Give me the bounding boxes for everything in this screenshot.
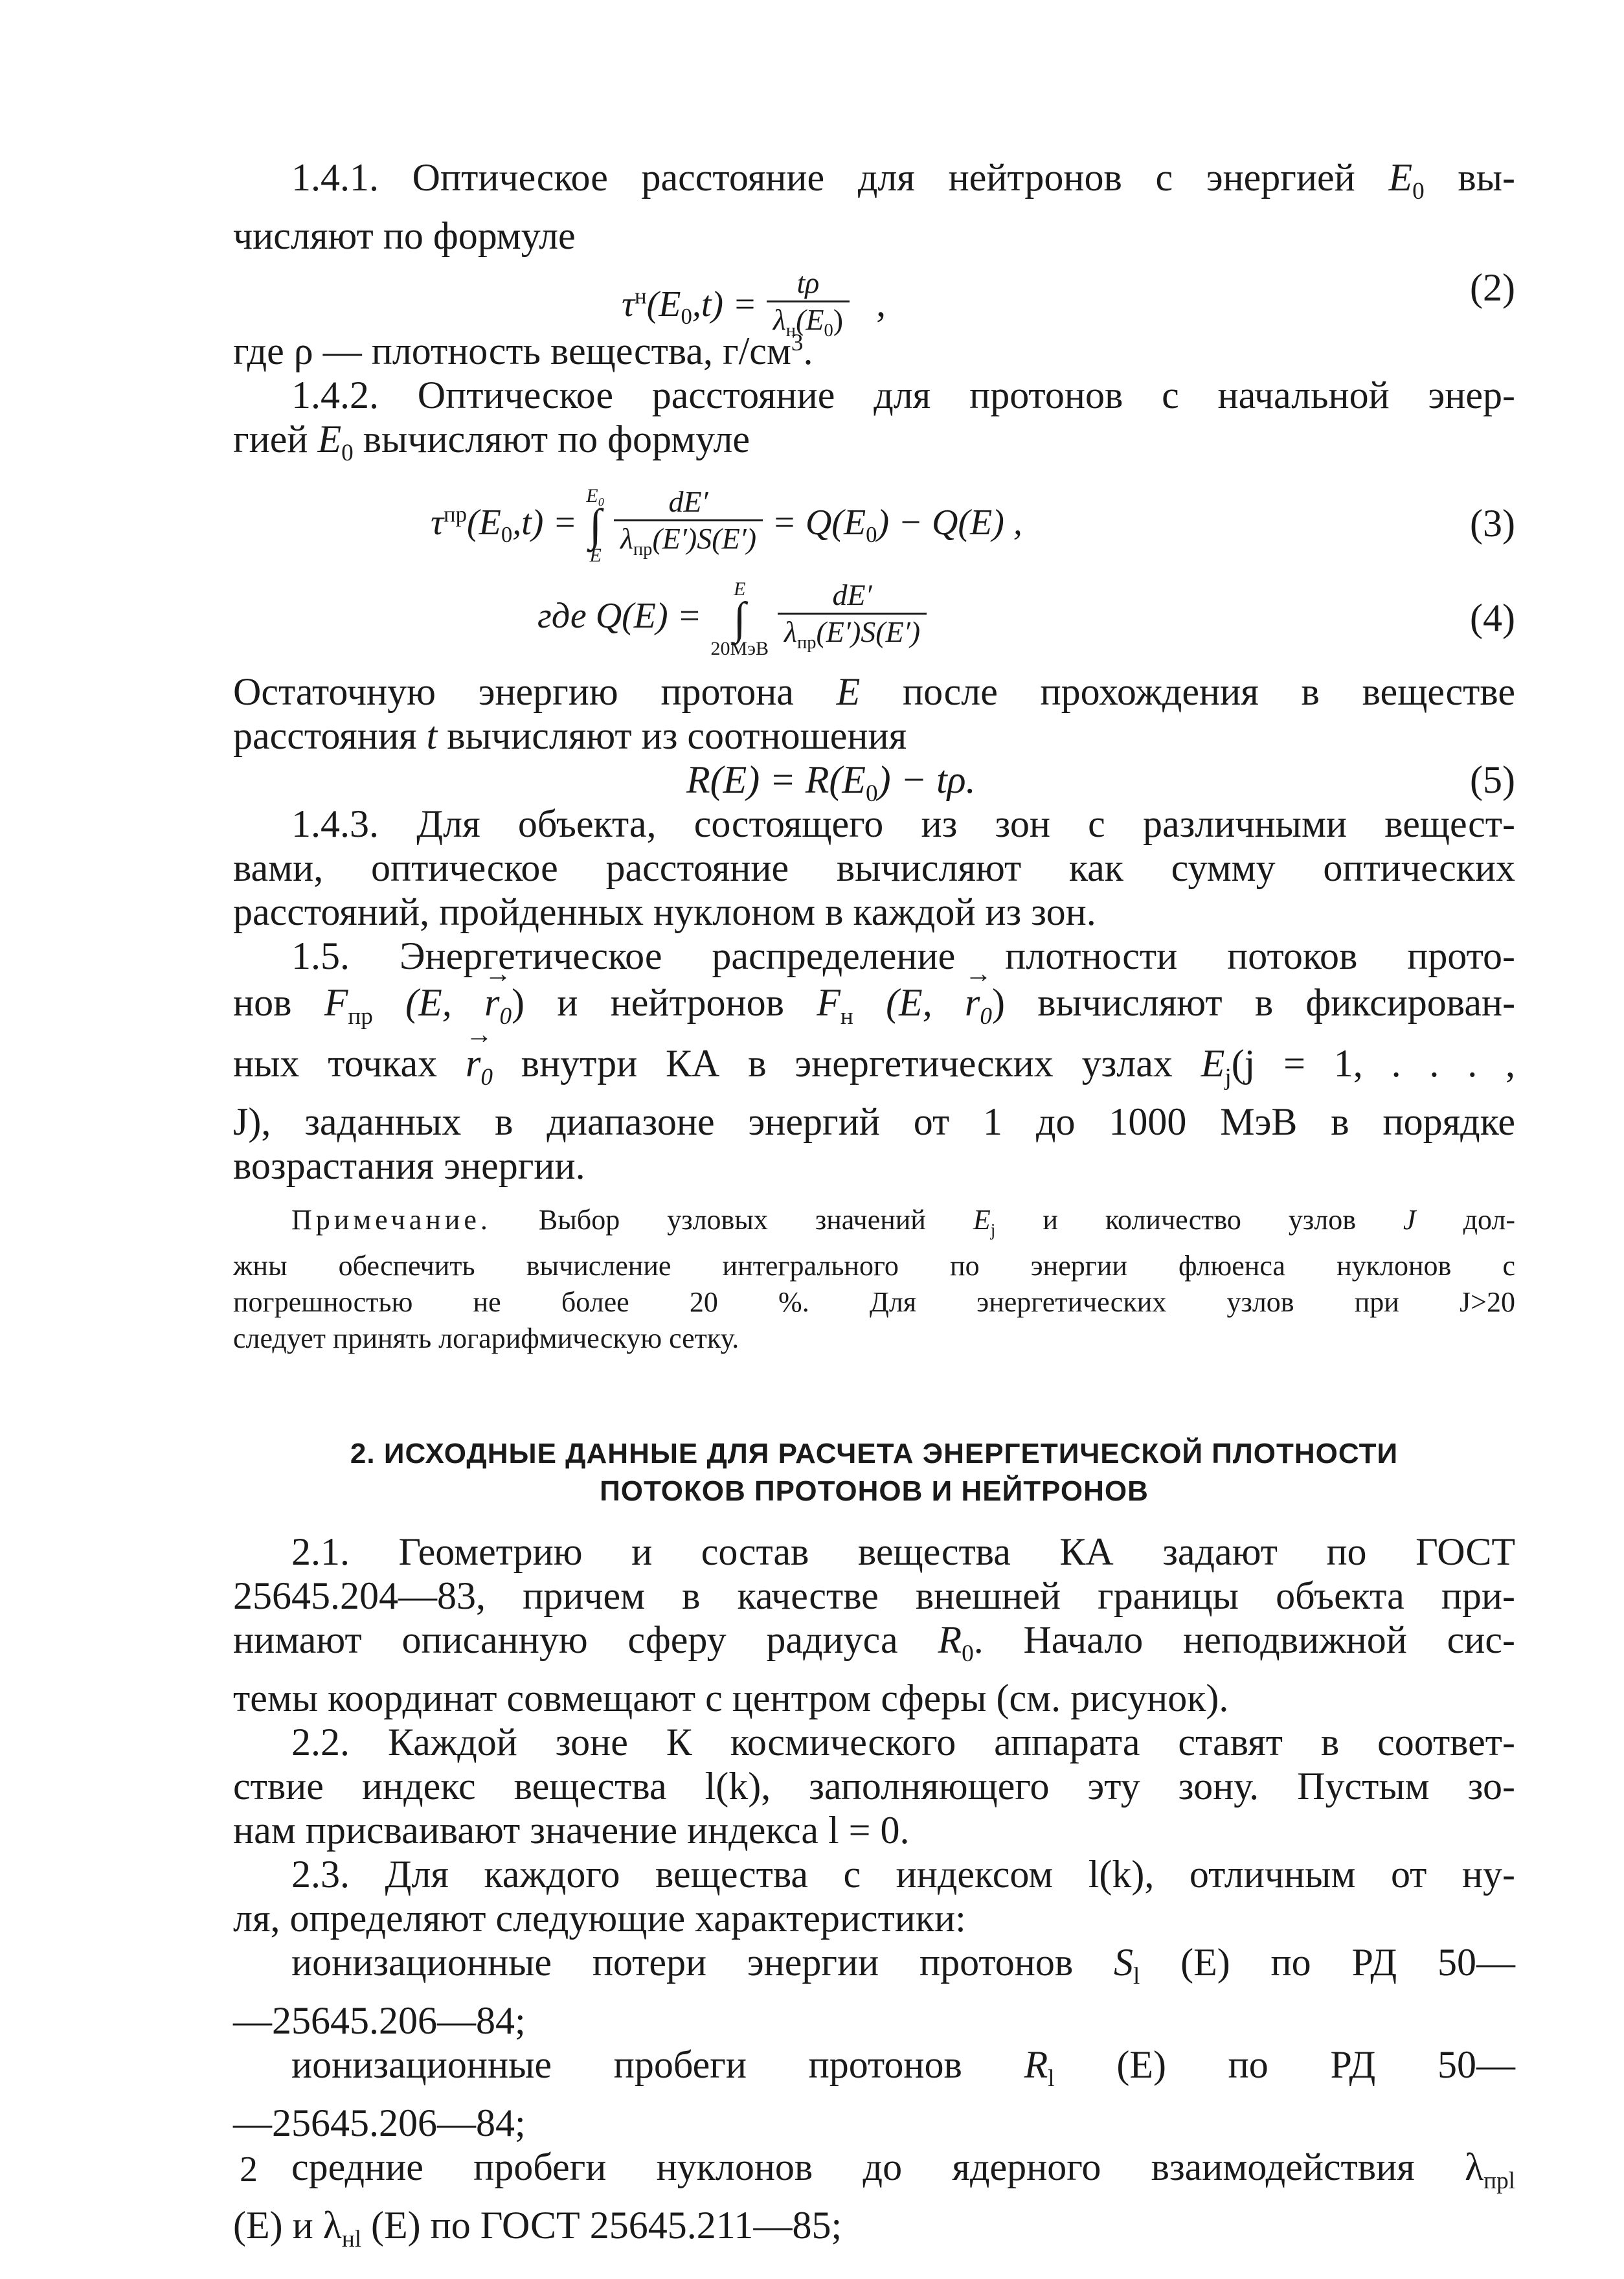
- paragraph-2-2-line-3: нам присваивают значение индекса l = 0.: [233, 1809, 910, 1852]
- equation-4-number: (4): [1470, 596, 1515, 639]
- equation-3: [233, 475, 1515, 573]
- paragraph-2-3-line-4: —25645.206—84;: [233, 1999, 526, 2042]
- equation-2-body: $\tau^н(E_0,t)$ = $\frac{t\rho}{\lambda_н(E_0)}$ ,: [622, 266, 886, 348]
- vector-r0: → $r_0$: [484, 981, 512, 1039]
- paragraph-2-3-line-8: (E) и $\lambda_{нl}$ (E) по ГОСТ 25645.211—85;: [233, 2204, 842, 2252]
- residual-energy-line-1: Остаточную энергию протона E после прохождения в веществе: [233, 670, 1515, 713]
- paragraph-1-5-line-4: J), заданных в диапазоне энергий от 1 до 1000 МэВ в порядке: [233, 1100, 1515, 1143]
- equation-2: [233, 258, 1515, 341]
- note-line-4: следует принять логарифмическую сетку.: [233, 1322, 739, 1354]
- equation-4-fraction: $\frac{dE'}{\lambda_{пр}(E')S(E')}$: [778, 578, 927, 661]
- paragraph-2-1-line-3: нимают описанную сферу радиуса $R_0$. Начало неподвижной сис-: [233, 1618, 1516, 1667]
- equation-5-number: (5): [1470, 758, 1515, 801]
- note-block: [233, 1202, 1515, 1357]
- paragraph-1-4-2-line-2: гией $E_0$ вычисляют по формуле: [233, 418, 750, 466]
- vector-r0: → $r_0$: [965, 981, 992, 1039]
- paragraph-2-3-line-5: ионизационные пробеги протонов $R_l$ (E) по РД 50—: [291, 2043, 1516, 2092]
- equation-4-integral: E ∫ 20МэВ: [710, 578, 769, 660]
- paragraph-1-5-line-5: возрастания энергии.: [233, 1144, 585, 1187]
- paragraph-1-4-3-line-3: расстояний, пройденных нуклоном в каждой из зон.: [233, 890, 1096, 933]
- paragraph-2-1-line-1: 2.1. Геометрию и состав вещества КА задают по ГОСТ: [291, 1530, 1515, 1573]
- equation-2-fraction: $\frac{t\rho}{\lambda_н(E_0)}$: [767, 266, 850, 348]
- note-line-1: Примечание. Выбор узловых значений $E_j$ и количество узлов J дол-: [291, 1204, 1515, 1240]
- paragraph-2-3-line-7: средние пробеги нуклонов до ядерного взаимодействия $\lambda_{прl}$: [291, 2146, 1515, 2194]
- vector-r0: → $r_0$: [466, 1041, 493, 1100]
- paragraph-1-4-2-line-1: 1.4.2. Оптическое расстояние для протонов с начальной энер-: [291, 374, 1515, 416]
- paragraph-1-5-line-1: 1.5. Энергетическое распределение плотности потоков прото-: [291, 935, 1515, 977]
- paragraph-1-5-line-3: ных точках → $r_0$ внутри КА в энергетических узлах $E_j(j = 1$, . . . ,: [233, 1041, 1515, 1100]
- paragraph-2-3-line-2: ля, определяют следующие характеристики:: [233, 1897, 966, 1940]
- note-line-3: погрешностью не более 20 %. Для энергетических узлов при J>20: [233, 1286, 1515, 1318]
- paragraph-1-4-3-line-2: вами, оптическое расстояние вычисляют как сумму оптических: [233, 846, 1515, 889]
- equation-3-body: $\tau^{пр}(E_0,t) = E_0$ ∫ E $\frac{dE'}{\lambda_{пр}(E')S(E')}$ = $Q(E_0) - Q(E)$ ,: [431, 484, 1022, 567]
- paragraph-2-3-line-1: 2.3. Для каждого вещества с индексом l(k), отличным от ну-: [291, 1853, 1515, 1896]
- equation-4: [233, 573, 1515, 670]
- equation-5-body: $R(E) = R(E_0) - t\rho$.: [686, 758, 976, 807]
- note-line-2: жны обеспечить вычисление интегрального по энергии флюенса нуклонов с: [233, 1249, 1515, 1282]
- section-2-block: [233, 1435, 1515, 2262]
- equation-4-body: где Q(E) = E ∫ 20МэВ $\frac{dE'}{\lambda_{пр}(E')S(E')}$: [537, 578, 927, 661]
- paragraph-1-4-1-line-2: числяют по формуле: [233, 214, 576, 257]
- section-2-heading: 2. ИСХОДНЫЕ ДАННЫЕ ДЛЯ РАСЧЕТА ЭНЕРГЕТИЧЕСКОЙ ПЛОТНОСТИ ПОТОКОВ ПРОТОНОВ И НЕЙТРОНОВ: [350, 1438, 1399, 1507]
- paragraph-1-4-1-line-1: 1.4.1. Оптическое расстояние для нейтронов с энергией $E_0$ вы-: [291, 156, 1516, 205]
- equation-2-number: (2): [1470, 266, 1515, 309]
- paragraph-2-2-line-1: 2.2. Каждой зоне К космического аппарата ставят в соответ-: [291, 1721, 1515, 1763]
- paragraph-2-1-line-4: темы координат совмещают с центром сферы (см. рисунок).: [233, 1677, 1229, 1719]
- paragraph-1-4-3-line-1: 1.4.3. Для объекта, состоящего из зон с различными вещест-: [291, 802, 1515, 845]
- density-definition: где ρ — плотность вещества, $г/см^3$.: [233, 330, 813, 372]
- paragraph-2-2-line-2: ствие индекс вещества l(k), заполняющего эту зону. Пустым зо-: [233, 1765, 1515, 1808]
- residual-energy-line-2: расстояния t вычисляют из соотношения: [233, 714, 907, 757]
- equation-3-number: (3): [1470, 502, 1515, 545]
- equation-3-integral: E₀ ∫ E: [586, 485, 605, 567]
- paragraph-1-5-line-2: нов $F_{пр}$ (E, → $r_0$) и нейтронов $F_н$ (E, → $r_0$) вычисляют в фиксирован-: [233, 981, 1515, 1039]
- equation-5: [233, 758, 1515, 807]
- equation-3-fraction: $\frac{dE'}{\lambda_{пр}(E')S(E')}$: [614, 484, 763, 567]
- paragraph-2-1-line-2: 25645.204—83, причем в качестве внешней границы объекта при-: [233, 1574, 1515, 1617]
- paragraph-2-3-line-6: —25645.206—84;: [233, 2102, 526, 2144]
- page-number: 2: [240, 2149, 258, 2190]
- section-1-4-block: [233, 155, 1515, 1357]
- paragraph-2-3-line-3: ионизационные потери энергии протонов $S_l$ (E) по РД 50—: [291, 1941, 1516, 1990]
